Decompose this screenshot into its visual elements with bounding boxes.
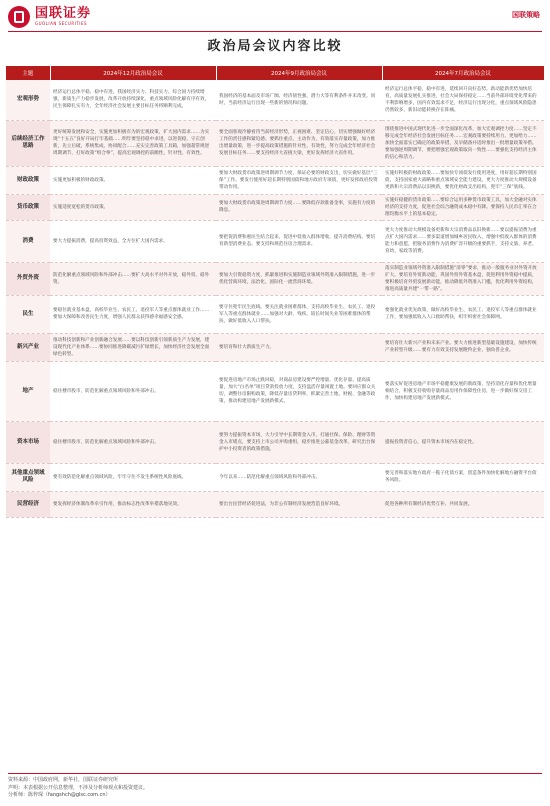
cell-sep: 要加大财政货币政策逆周期调节力度，保证必要的财政支出，切实做好基层“三保”工作。要发行使用好超长期特别国债和地方政府专项债，更好发挥政府投资带动作用。: [216, 166, 382, 194]
column-header-dec: 2024年12月政治局会议: [50, 66, 216, 80]
row-topic: 其他重点领域风险: [6, 463, 50, 491]
cell-dec: 要有效防范化解重点领域风险，牢牢守住不发生系统性风险底线。: [50, 463, 216, 491]
cell-dec: 实施适度宽松的货币政策。: [50, 194, 216, 220]
cell-jul: 围绕推进中国式现代化进一步全面深化改革，加大宏观调控力度……坚定不移完成全年经济社会发展目标任务……宏观政策要持续用力、更加给力……加快全面落实已确定的政策举措，及早储备并适时推出一批增量政策举措。要加强逆周期调节，要把增强宏观政策取向一致性……要强化支持经济主体的信心和活力。: [382, 120, 544, 166]
row-topic: 消费: [6, 220, 50, 262]
cell-sep: 我国经济的基本面及市场广阔、经济韧性强、潜力大等有利条件并未改变。同时，当前经济运行出现一些新的情况和问题。: [216, 80, 382, 120]
cell-sep: 要促进房地产市场止跌回稳，对商品房建设要严控增量、优化存量、提高质量，加大“白名单”项目贷款投放力度，支持盘活存量闲置土地。要回应群众关切，调整住房限购政策，降低存量房贷利率，抓紧完善土地、财税、金融等政策，推动构建房地产发展新模式。: [216, 361, 382, 421]
cell-jul: 实施好稳健的货币政策……要综合运用多种货币政策工具，加大金融对实体经济的支持力度，促进社会综合融资成本稳中有降。要保持人民币汇率在合理均衡水平上的基本稳定。: [382, 194, 544, 220]
row-topic: 新兴产业: [6, 333, 50, 361]
table-row: [6, 491, 544, 517]
table-row: [6, 166, 544, 194]
table-row: [6, 295, 544, 333]
analyst-note: 分析师：陈梓琛（fangshch@glsc.com.cn）: [8, 792, 111, 798]
table-row: [6, 80, 544, 120]
brand-name-cn: 国联证券: [35, 6, 92, 21]
row-topic: 地产: [6, 361, 50, 421]
table-row: [6, 361, 544, 421]
cell-dec: 防范化解重点领域风险和外部冲击……要扩大高水平对外开放，稳外贸、稳外资。: [50, 262, 216, 295]
row-topic: 后续经济工作思路: [6, 120, 50, 166]
brand-logo: [8, 6, 91, 28]
cell-dec: 要稳住就业基本盘，高校毕业生、农民工、退役军人等重点群体就业工作……要加大保障和改善民生力度，增强人民群众获得感幸福感安全感。: [50, 295, 216, 333]
cell-sep: 要出台民营经济促进法，为非公有制经济发展营造良好环境。: [216, 491, 382, 517]
column-header-jul: 2024年7月政治局会议: [382, 66, 544, 80]
row-topic: 宏观形势: [6, 80, 50, 120]
brand-name-en: GUOLIAN SECURITIES: [35, 21, 88, 26]
column-header-sep: 2024年9月政治局会议: [216, 66, 382, 80]
cell-sep: 今年以来……防范化解重点领域风险和外部冲击。: [216, 463, 382, 491]
cell-sep: 要把促消费和惠民生结合起来，促进中低收入群体增收，提升消费结构。要培育新型消费业态。要支持和规范住房合理需求。: [216, 220, 382, 262]
cell-jul: 要落实好促进房地产市场平稳健康发展的新政策，坚持消化存量和优化增量相结合，积极支持收购存量商品房用作保障性住房，进一步做好保交房工作，加快构建房地产发展新模式。: [382, 361, 544, 421]
column-header-topic: 主题: [6, 66, 50, 80]
cell-dec: 要大力提振消费，提高投资效益，全方位扩大国内需求。: [50, 220, 216, 262]
table-row: [6, 262, 544, 295]
cell-dec: 稳住楼市股市，防范化解重点领域风险和外部冲击。: [50, 361, 216, 421]
row-topic: 资本市场: [6, 421, 50, 463]
cell-jul: 更大力度推动大规模设备更新和大宗消费品以旧换新……要以提振消费为重点扩大国内需求……要多渠道增加城乡居民收入，增强中低收入群体的消费能力和意愿，把服务消费作为消费扩容升级的重要抓手，支持文旅、养老、育幼、家政等消费。: [382, 220, 544, 262]
source-note: 资料来源：中国政府网，新华社，国联证券研究所: [8, 777, 119, 783]
disclaimer-note: 声明：本表根据公开信息整理，不涉及分析师观点和投资建议。: [8, 784, 149, 791]
table-row: [6, 120, 544, 166]
cell-sep: 要加大引资稳资力度，抓紧推进和实施制造业领域外资准入限制措施，进一步优化营商环境，法治化、国际化一流营商环境。: [216, 262, 382, 295]
cell-jul: 实施好积极的财政政策……要加快专项债发行使用进度，用好超长期特别国债，支持国家重大战略和重点领域安全能力建设。更大力度推动大规模设备更新和大宗消费品以旧换新，要优化财政支出结构，兜牢“三保”底线。: [382, 166, 544, 194]
guolian-logo-icon: [8, 6, 30, 28]
table-row: [6, 194, 544, 220]
cell-jul: 提振投资者信心，提升资本市场内在稳定性。: [382, 421, 544, 463]
cell-dec: 要发挥经济体制改革牵引作用，推动标志性改革举措落地见效。: [50, 491, 216, 517]
row-topic: 外贸外资: [6, 262, 50, 295]
cell-sep: 要努力提振资本市场，大力引导中长期资金入市，打通社保、保险、理财等资金入市堵点，要支持上市公司并购重组，稳步推进公募基金改革，研究出台保护中小投资者的政策措施。: [216, 421, 382, 463]
cell-sep: 要培育和壮大新质生产力。: [216, 333, 382, 361]
table-header-row: [6, 66, 544, 80]
row-topic: 货币政策: [6, 194, 50, 220]
cell-dec: 实施更加积极的财政政策。: [50, 166, 216, 194]
row-topic: 民营经济: [6, 491, 50, 517]
page-footer: [8, 773, 542, 800]
cell-jul: 要培育壮大新兴产业和未来产业。要大力推进新型基础设施建设，加快传统产业转型升级……要有力有效支持发展瞪羚企业、独角兽企业。: [382, 333, 544, 361]
table-row: [6, 333, 544, 361]
cell-dec: 更好统筹发展和安全，实施更加积极有为的宏观政策，扩大国内需求……为实现“十五五”良好开局打牢基础……明年要坚持稳中求进，以进促稳，守正创新，先立后破，系统集成，协同配合……充实完善政策工具箱，加强超常规逆周期调节，打好政策“组合拳”，提高宏观调控的前瞻性、针对性、有效性。: [50, 120, 216, 166]
comparison-table: [6, 66, 545, 518]
cell-jul: 经济运行总体平稳、稳中有进，延续回升向好态势。新动能新优势加快培育，高质量发展扎实推进，社会大局保持稳定……当前外部环境变化带来的不利影响增多，国内有效需求不足，经济运行出现分化，重点领域风险隐患仍然较多，新旧动能转换存在阵痛。: [382, 80, 544, 120]
cell-jul: 要强化就业优先政策，做好高校毕业生、农民工、退役军人等重点群体就业工作，要加强低收入人口救助帮扶，织牢织密社会保障网。: [382, 295, 544, 333]
cell-jul: 要完善和落实地方政府一揽子化债方案，创造条件加快化解地方融资平台债务风险。: [382, 463, 544, 491]
cell-sep: 要守住兜牢民生底线。要关注就业困难群体，支持高校毕业生、农民工、退役军人等重点群体就业……加强对大龄、残疾、较长时间失业等困难群体的帮扶，做好低收入人口帮扶。: [216, 295, 382, 333]
report-header: [0, 0, 550, 32]
cell-dec: 经济运行总体平稳、稳中有进，我国经济实力、科技实力、综合国力持续增强，新质生产力稳步发展，改革开放持续深化，重点领域风险化解有序有效，民生保障扎实有力，全年经济社会发展主要目标任务将顺利完成。: [50, 80, 216, 120]
header-divider: [8, 31, 542, 32]
table-row: [6, 220, 544, 262]
cell-sep: 要加大财政货币政策逆周期调节力度……要降低存款准备金率，实施有力度的降息。: [216, 194, 382, 220]
cell-sep: 要全面客观冷静看待当前经济形势，正视困难、坚定信心，切实增强做好经济工作的责任感和紧迫感。要抓住重点、主动作为，有效落实存量政策，加力推出增量政策，进一步提高政策措施的针对性、有效性，努力完成全年经济社会发展目标任务……要支持经济大省挑大梁，更好发挥经济大省作用。: [216, 120, 382, 166]
table-body: [6, 80, 544, 517]
row-topic: 民生: [6, 295, 50, 333]
cell-jul: 落实制造业领域外资准入限制措施“清零”要求，推动一般服务业对外资开放扩大。要培育外贸新动能，巩固外贸外资基本盘，促进利用外资稳中提质，要积极培育外贸发展新动能，推动降低外资准入门槛，优化利用外资结构，推进高质量共建“一带一路”。: [382, 262, 544, 295]
row-topic: 财政政策: [6, 166, 50, 194]
table-row: [6, 463, 544, 491]
cell-jul: 促进各种所有制经济优势互补、共同发展。: [382, 491, 544, 517]
table-row: [6, 421, 544, 463]
report-type-label: 国联策略: [512, 11, 540, 19]
page-title: 政治局会议内容比较: [207, 39, 343, 54]
cell-dec: 稳住楼市股市，防范化解重点领域风险和外部冲击。: [50, 421, 216, 463]
cell-dec: 推动科技创新和产业创新融合发展……要以科技创新引领新质生产力发展，建设现代化产业体系……要协同推进降碳减污扩绿增长，加快经济社会发展全面绿色转型。: [50, 333, 216, 361]
